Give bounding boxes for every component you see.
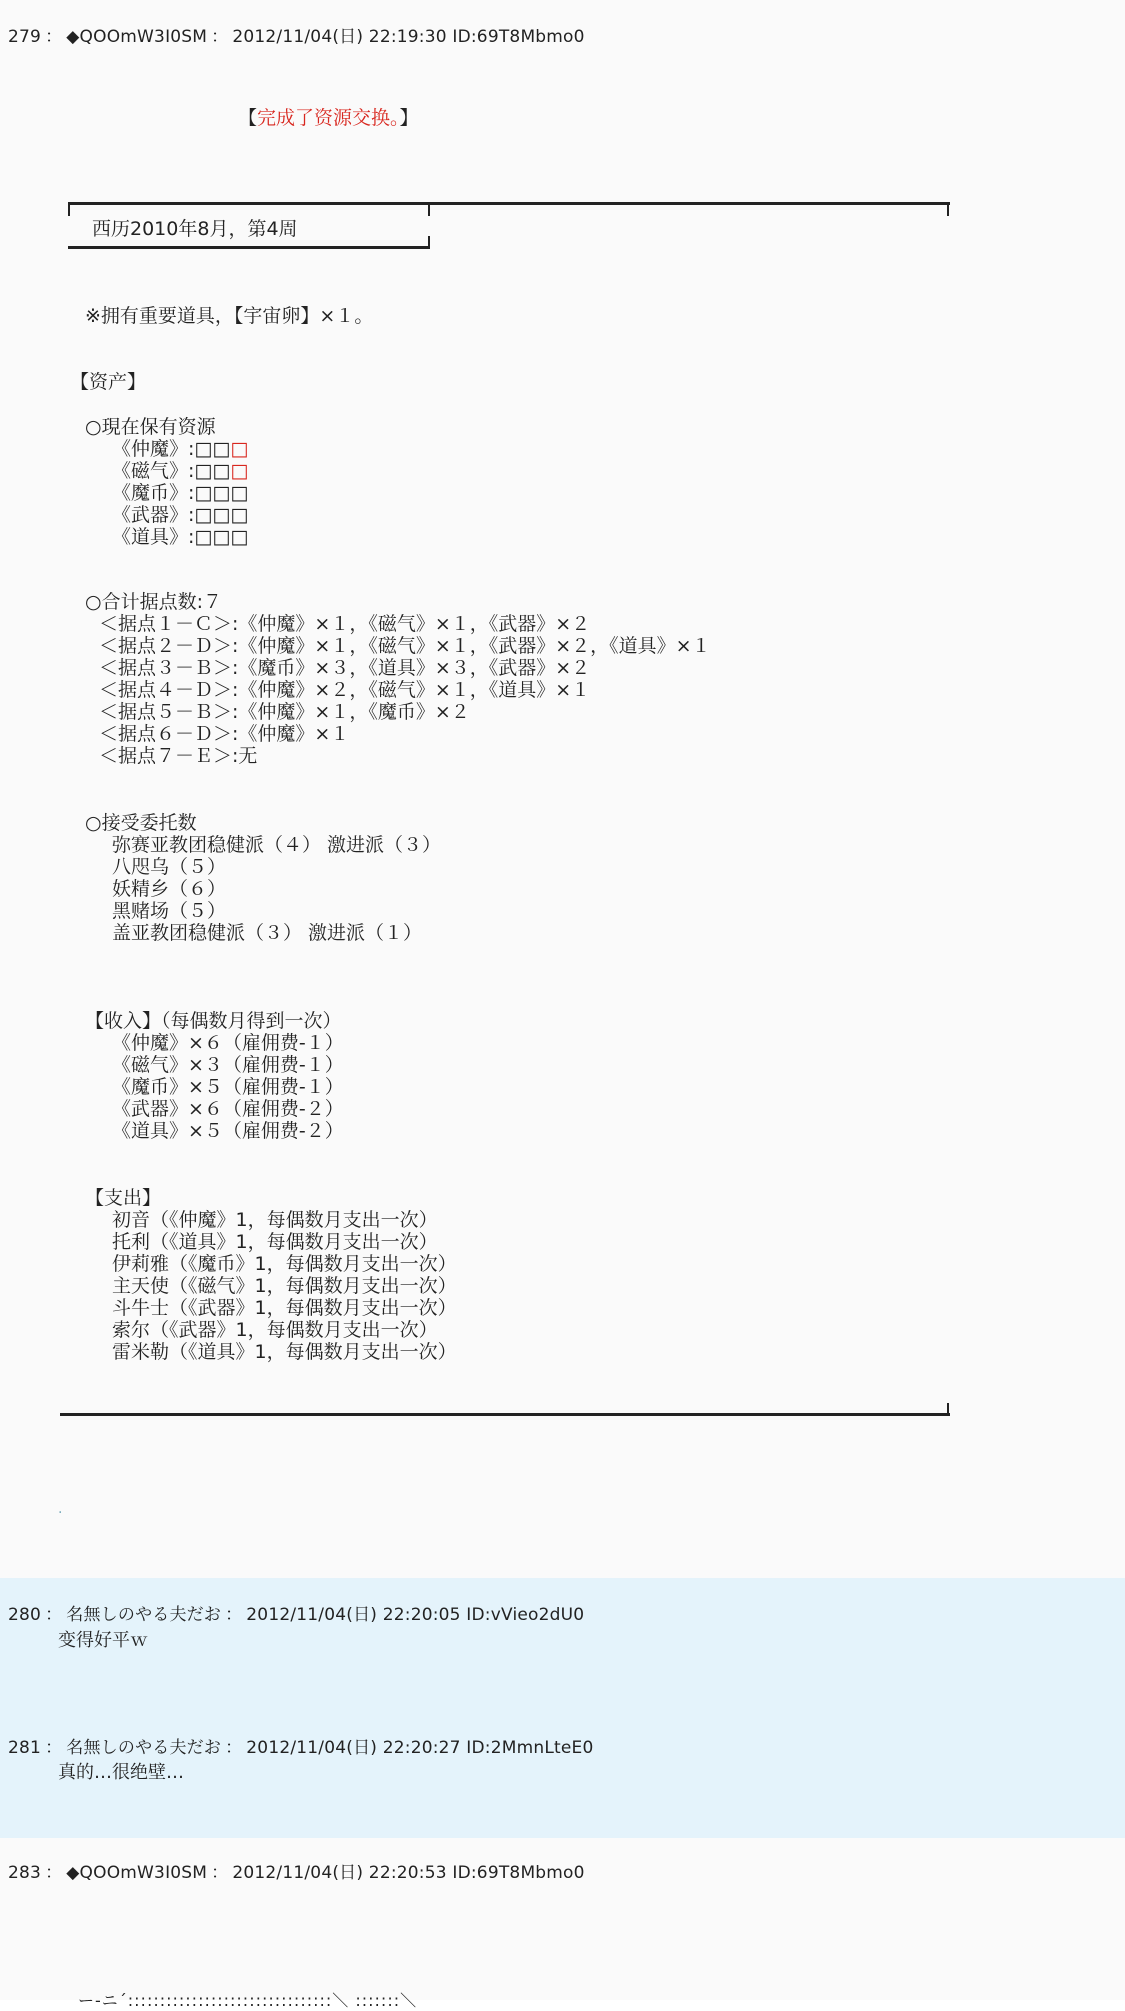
commissions-heading: ○接受委托数 <box>85 812 197 834</box>
base-row: ＜据点３－Ｂ＞:《魔币》×３，《道具》×３，《武器》×２ <box>99 657 591 679</box>
resource-slot: □ <box>230 504 249 526</box>
commissions-section <box>85 812 441 944</box>
resource-label: 《武器》: <box>112 504 195 526</box>
resource-slot: □ <box>194 504 213 526</box>
expense-heading: 【支出】 <box>85 1187 162 1209</box>
box-title-tick <box>428 236 430 248</box>
box-bottom-border <box>60 1413 950 1416</box>
bases-heading: ○合计据点数:７ <box>85 591 222 613</box>
resource-slot: □ <box>194 526 213 548</box>
post-date: 2012/11/04(日) 22:19:30 <box>232 27 447 47</box>
box-top-left-tick <box>68 202 70 216</box>
poster-id[interactable]: ID:69T8Mbmo0 <box>452 1863 585 1883</box>
resource-row <box>112 438 248 460</box>
resource-row <box>112 460 248 482</box>
resource-row <box>112 482 248 504</box>
base-row: ＜据点５－Ｂ＞:《仲魔》×１，《魔币》×２ <box>99 701 470 723</box>
box-title-underline <box>68 246 430 249</box>
box-bottom-right-tick <box>947 1403 949 1415</box>
poster-name: ◆QOOmW3I0SM <box>66 1863 208 1883</box>
item-note: ※拥有重要道具，【宇宙卵】×１。 <box>85 305 374 327</box>
poster-name: 名無しのやる夫だお <box>66 1738 222 1758</box>
resource-slot: □ <box>230 526 249 548</box>
resource-row <box>112 504 248 526</box>
resource-label: 《仲魔》: <box>112 438 195 460</box>
resource-slot: □ <box>230 460 249 482</box>
commission-row: 盖亚教团稳健派（３） 激进派（１） <box>112 922 423 944</box>
resource-slot: □ <box>212 482 231 504</box>
post-date: 2012/11/04(日) 22:20:05 <box>246 1605 461 1625</box>
post-header: 279 ： ◆QOOmW3I0SM ： 2012/11/04(日) 22:19:30 ID:69T8Mbmo0 <box>8 27 585 47</box>
expense-row: 伊莉雅（《魔币》1，每偶数月支出一次） <box>112 1253 457 1275</box>
resource-label: 《磁气》: <box>112 460 195 482</box>
poster-id[interactable]: ID:2MmnLteE0 <box>466 1738 594 1758</box>
notice-text: 完成了资源交换。 <box>257 107 400 129</box>
resource-slot: □ <box>212 504 231 526</box>
resource-slot: □ <box>212 526 231 548</box>
box-top-border <box>68 202 950 205</box>
post-body: 变得好平ｗ <box>58 1630 148 1651</box>
post-number[interactable]: 279 <box>8 27 42 47</box>
poster-id[interactable]: ID:vVieo2dU0 <box>466 1605 585 1625</box>
poster-id[interactable]: ID:69T8Mbmo0 <box>452 27 585 47</box>
base-row: ＜据点７－Ｅ＞:无 <box>99 745 258 767</box>
ascii-art: ー-ニ´::::::::::::::::::::::::::::::::＼ :::::::＼ <box>78 1991 418 2010</box>
expense-row: 主天使（《磁气》1，每偶数月支出一次） <box>112 1275 457 1297</box>
income-row: 《武器》×６（雇佣费-２） <box>112 1098 344 1120</box>
exchange-notice: 【完成了资源交换。】 <box>238 107 419 129</box>
commission-row: 八咫乌（５） <box>112 856 227 878</box>
post-number[interactable]: 283 <box>8 1863 42 1883</box>
assets-heading: 【资产】 <box>70 371 147 393</box>
income-row: 《魔币》×５（雇佣费-１） <box>112 1076 344 1098</box>
expense-row: 索尔（《武器》1，每偶数月支出一次） <box>112 1319 438 1341</box>
box-title: 西历2010年8月，第4周 <box>92 218 298 240</box>
commission-row: 黑赌场（５） <box>112 900 227 922</box>
resource-slot: □ <box>212 460 231 482</box>
post-date: 2012/11/04(日) 22:20:53 <box>232 1863 447 1883</box>
income-heading: 【收入】（每偶数月得到一次） <box>85 1010 342 1032</box>
base-row: ＜据点６－Ｄ＞:《仲魔》×１ <box>99 723 350 745</box>
expense-section <box>85 1187 457 1363</box>
post-281 <box>0 1720 1125 1838</box>
resource-slot: □ <box>212 438 231 460</box>
income-row: 《道具》×５（雇佣费-２） <box>112 1120 344 1142</box>
commission-row: 妖精乡（６） <box>112 878 227 900</box>
base-row: ＜据点１－Ｃ＞:《仲魔》×１，《磁气》×１，《武器》×２ <box>99 613 591 635</box>
resource-slot: □ <box>194 460 213 482</box>
resource-slot: □ <box>230 482 249 504</box>
expense-row: 初音（《仲魔》1，每偶数月支出一次） <box>112 1209 438 1231</box>
commission-row: 弥赛亚教团稳健派（４） 激进派（３） <box>112 834 442 856</box>
box-top-mid-tick <box>428 202 430 216</box>
expense-row: 雷米勒（《道具》1，每偶数月支出一次） <box>112 1341 457 1363</box>
post-280 <box>0 1578 1125 1720</box>
post-283 <box>0 1838 1125 2010</box>
post-body: 真的…很绝壁… <box>58 1762 184 1783</box>
resources-section <box>85 416 248 548</box>
resource-label: 《道具》: <box>112 526 195 548</box>
stray-dot: . <box>58 1501 63 1517</box>
poster-name: 名無しのやる夫だお <box>66 1605 222 1625</box>
expense-row: 托利（《道具》1，每偶数月支出一次） <box>112 1231 438 1253</box>
post-date: 2012/11/04(日) 22:20:27 <box>246 1738 461 1758</box>
post-header: 283 ： ◆QOOmW3I0SM ： 2012/11/04(日) 22:20:53 ID:69T8Mbmo0 <box>8 1863 585 1883</box>
income-section <box>85 1010 344 1142</box>
base-row: ＜据点２－Ｄ＞:《仲魔》×１，《磁气》×１，《武器》×２，《道具》×１ <box>99 635 711 657</box>
resources-heading: ○現在保有资源 <box>85 416 216 438</box>
expense-row: 斗牛士（《武器》1，每偶数月支出一次） <box>112 1297 457 1319</box>
income-row: 《仲魔》×６（雇佣费-１） <box>112 1032 344 1054</box>
post-number[interactable]: 280 <box>8 1605 42 1625</box>
base-row: ＜据点４－Ｄ＞:《仲魔》×２，《磁气》×１，《道具》×１ <box>99 679 591 701</box>
poster-name: ◆QOOmW3I0SM <box>66 27 208 47</box>
post-number[interactable]: 281 <box>8 1738 42 1758</box>
post-header: 280 ： 名無しのやる夫だお ： 2012/11/04(日) 22:20:05 ID:vVieo2dU0 <box>8 1605 585 1625</box>
resource-row <box>112 526 248 548</box>
income-row: 《磁气》×３（雇佣费-１） <box>112 1054 344 1076</box>
post-header: 281 ： 名無しのやる夫だお ： 2012/11/04(日) 22:20:27 ID:2MmnLteE0 <box>8 1738 594 1758</box>
bases-section <box>85 591 711 767</box>
resource-label: 《魔币》: <box>112 482 195 504</box>
resource-slot: □ <box>194 482 213 504</box>
box-top-right-tick <box>947 202 949 216</box>
resource-slot: □ <box>194 438 213 460</box>
resource-slot: □ <box>230 438 249 460</box>
